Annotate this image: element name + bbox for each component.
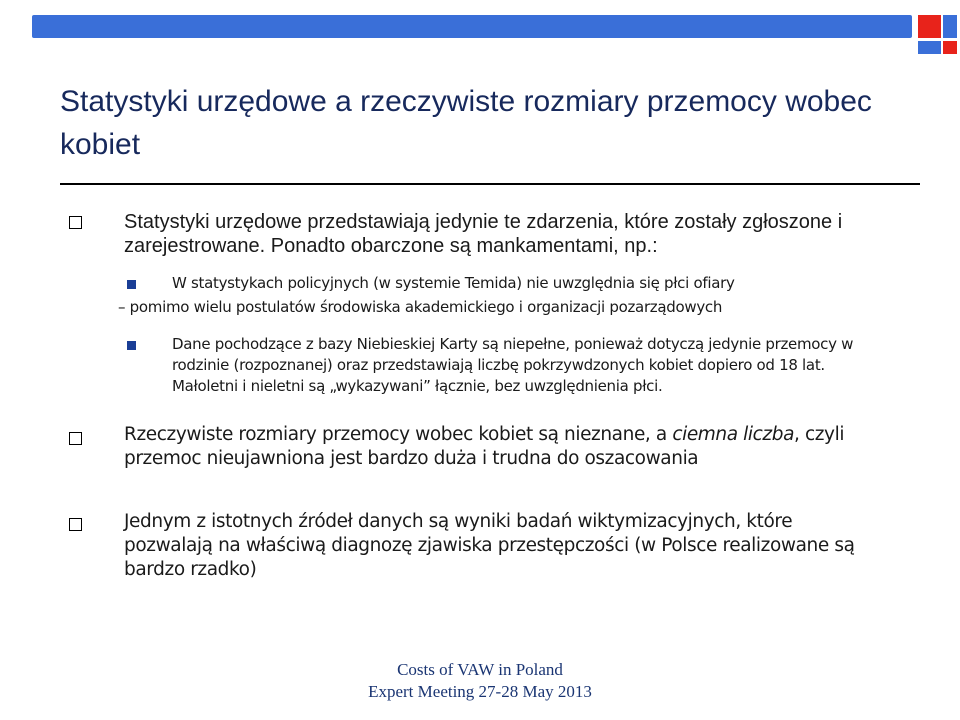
slide-title: Statystyki urzędowe a rzeczywiste rozmiary przemocy wobec kobiet bbox=[60, 85, 872, 161]
sub-bullet-1-line-2: – pomimo wielu postulatów środowiska akademickiego i organizacji pozarządowych bbox=[118, 298, 723, 316]
corner-red-square-small bbox=[943, 41, 957, 54]
corner-blue-square bbox=[943, 15, 957, 38]
filled-square-icon bbox=[127, 341, 136, 350]
top-accent-bar bbox=[32, 15, 912, 38]
bullet-3-text: Jednym z istotnych źródeł danych są wyniki badań wiktymizacyjnych, które pozwalają na właściwą diagnozę zjawiska przestępczości (w Polsce realizowane są bardzo rzadko) bbox=[124, 511, 855, 580]
corner-red-square bbox=[918, 15, 941, 38]
hollow-square-icon bbox=[69, 518, 82, 531]
sub-bullet-2-text: Dane pochodzące z bazy Niebieskiej Karty są niepełne, ponieważ dotyczą jedynie przemocy w rodzinie (rozpoznanej) oraz przedstawiają liczbę pokrzywdzonych kobiet dopiero od 18 lat. Małoletni i nieletni są „wykazywani” łącznie, bez uwzględnienia płci. bbox=[172, 335, 854, 395]
bullet-1-text: Statystyki urzędowe przedstawiają jedynie te zdarzenia, które zostały zgłoszone i zarejestrowane. Ponadto obarczone są mankamentami, np.: bbox=[124, 211, 843, 257]
hollow-square-icon bbox=[69, 432, 82, 445]
footer-title: Costs of VAW in Poland bbox=[397, 660, 563, 679]
dark-figure-term: ciemna liczba bbox=[672, 424, 795, 445]
bullet-2-text-start: Rzeczywiste rozmiary przemocy wobec kobiet są nieznane, a bbox=[124, 424, 673, 445]
filled-square-icon bbox=[127, 280, 136, 289]
title-divider bbox=[60, 183, 920, 185]
bullet-2-text-end: , czyli przemoc nieujawniona jest bardzo duża i trudna do oszacowania bbox=[124, 424, 845, 469]
sub-bullet-1-line-1: W statystykach policyjnych (w systemie Temida) nie uwzględnia się płci ofiary bbox=[172, 274, 735, 292]
hollow-square-icon bbox=[69, 216, 82, 229]
bullet-2-text bbox=[124, 423, 864, 471]
corner-blue-square-bottom bbox=[918, 41, 941, 54]
footer-event: Expert Meeting 27-28 May 2013 bbox=[368, 682, 592, 701]
